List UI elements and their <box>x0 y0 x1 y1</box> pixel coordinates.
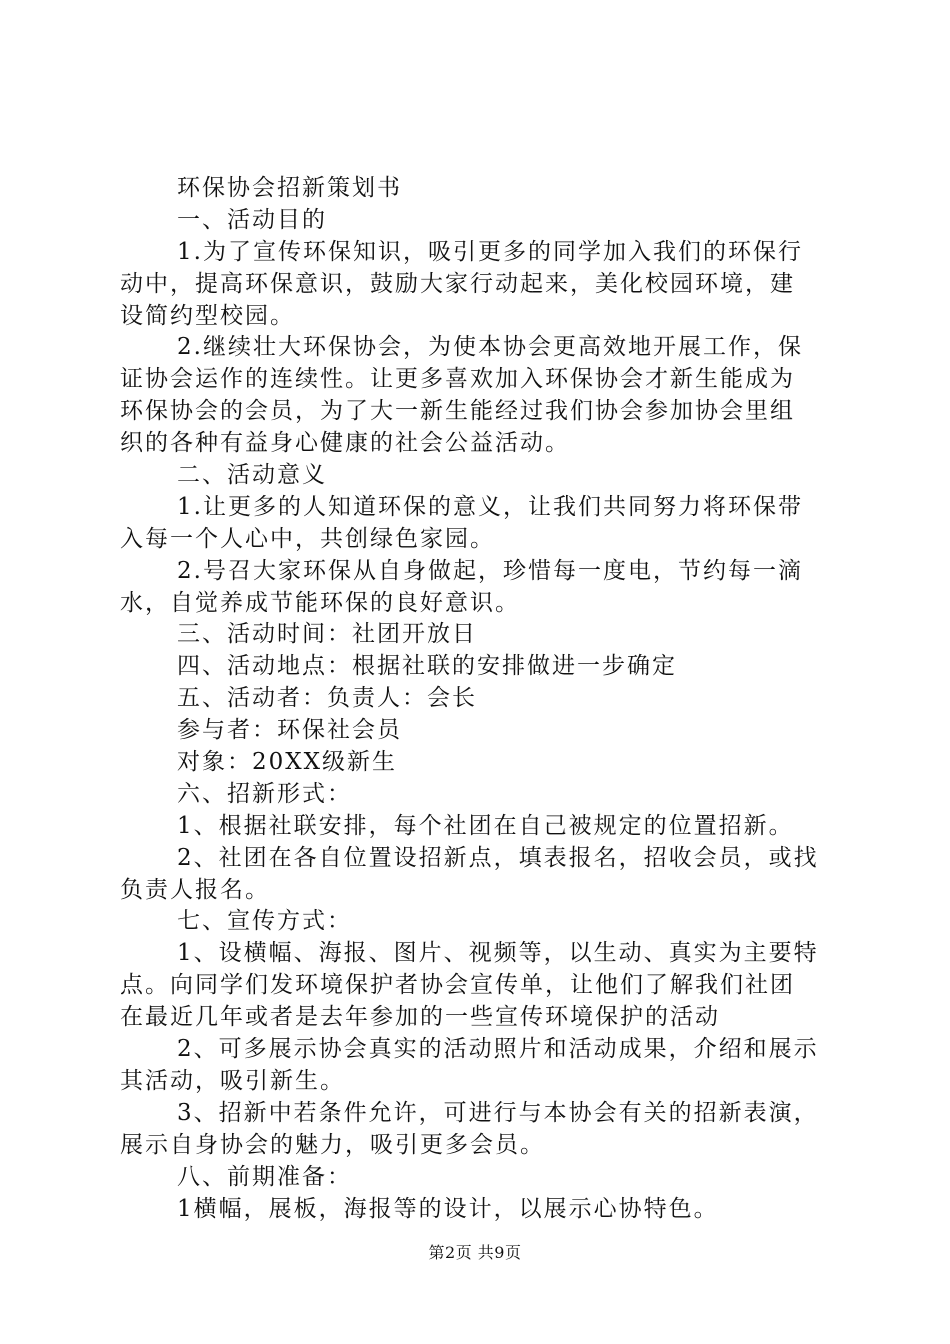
text-line: 二、活动意义 <box>177 462 327 489</box>
text-line: 一、活动目的 <box>177 206 327 233</box>
text-line: 五、活动者：负责人：会长 <box>177 685 477 712</box>
text-line: 在最近几年或者是去年参加的一些宣传环境保护的活动 <box>120 1004 720 1031</box>
text-line: 2.号召大家环保从自身做起，珍惜每一度电，节约每一滴 <box>177 557 803 584</box>
text-line: 2、可多展示协会真实的活动照片和活动成果，介绍和展示 <box>177 1036 819 1063</box>
text-line: 1、设横幅、海报、图片、视频等，以生动、真实为主要特 <box>177 940 819 967</box>
text-line: 七、宣传方式： <box>177 908 352 935</box>
document-body <box>120 173 840 1225</box>
text-line: 3、招新中若条件允许，可进行与本协会有关的招新表演， <box>177 1099 819 1126</box>
text-line: 2、社团在各自位置设招新点，填表报名，招收会员，或找 <box>177 844 819 871</box>
text-line: 三、活动时间：社团开放日 <box>177 621 477 648</box>
text-line: 六、招新形式： <box>177 780 352 807</box>
text-line: 入每一个人心中，共创绿色家园。 <box>120 525 495 552</box>
page-footer <box>0 1242 950 1264</box>
text-line: 展示自身协会的魅力，吸引更多会员。 <box>120 1131 545 1158</box>
text-line: 点。向同学们发环境保护者协会宣传单，让他们了解我们社团 <box>120 972 795 999</box>
text-line: 环保协会的会员，为了大一新生能经过我们协会参加协会里组 <box>120 398 795 425</box>
text-line: 1.让更多的人知道环保的意义，让我们共同努力将环保带 <box>177 493 803 520</box>
text-line: 设简约型校园。 <box>120 302 295 329</box>
text-line: 八、前期准备： <box>177 1163 352 1190</box>
text-line: 1.为了宣传环保知识，吸引更多的同学加入我们的环保行 <box>177 238 803 265</box>
text-line: 参与者：环保社会员 <box>177 717 402 744</box>
text-line: 2.继续壮大环保协会，为使本协会更高效地开展工作，保 <box>177 334 803 361</box>
page-number-label: 第2页 共9页 <box>428 1243 522 1262</box>
text-line: 水，自觉养成节能环保的良好意识。 <box>120 589 520 616</box>
text-line: 环保协会招新策划书 <box>177 175 402 201</box>
text-line: 四、活动地点：根据社联的安排做进一步确定 <box>177 653 677 680</box>
text-line: 证协会运作的连续性。让更多喜欢加入环保协会才新生能成为 <box>120 366 795 393</box>
text-line: 其活动，吸引新生。 <box>120 1067 345 1094</box>
text-line: 1、根据社联安排，每个社团在自己被规定的位置招新。 <box>177 812 794 839</box>
text-line: 1横幅，展板，海报等的设计，以展示心协特色。 <box>177 1195 719 1222</box>
text-line: 对象：20XX级新生 <box>177 749 398 776</box>
text-line: 动中，提高环保意识，鼓励大家行动起来，美化校园环境，建 <box>120 270 795 297</box>
text-line: 织的各种有益身心健康的社会公益活动。 <box>120 430 570 457</box>
text-line: 负责人报名。 <box>120 876 270 903</box>
